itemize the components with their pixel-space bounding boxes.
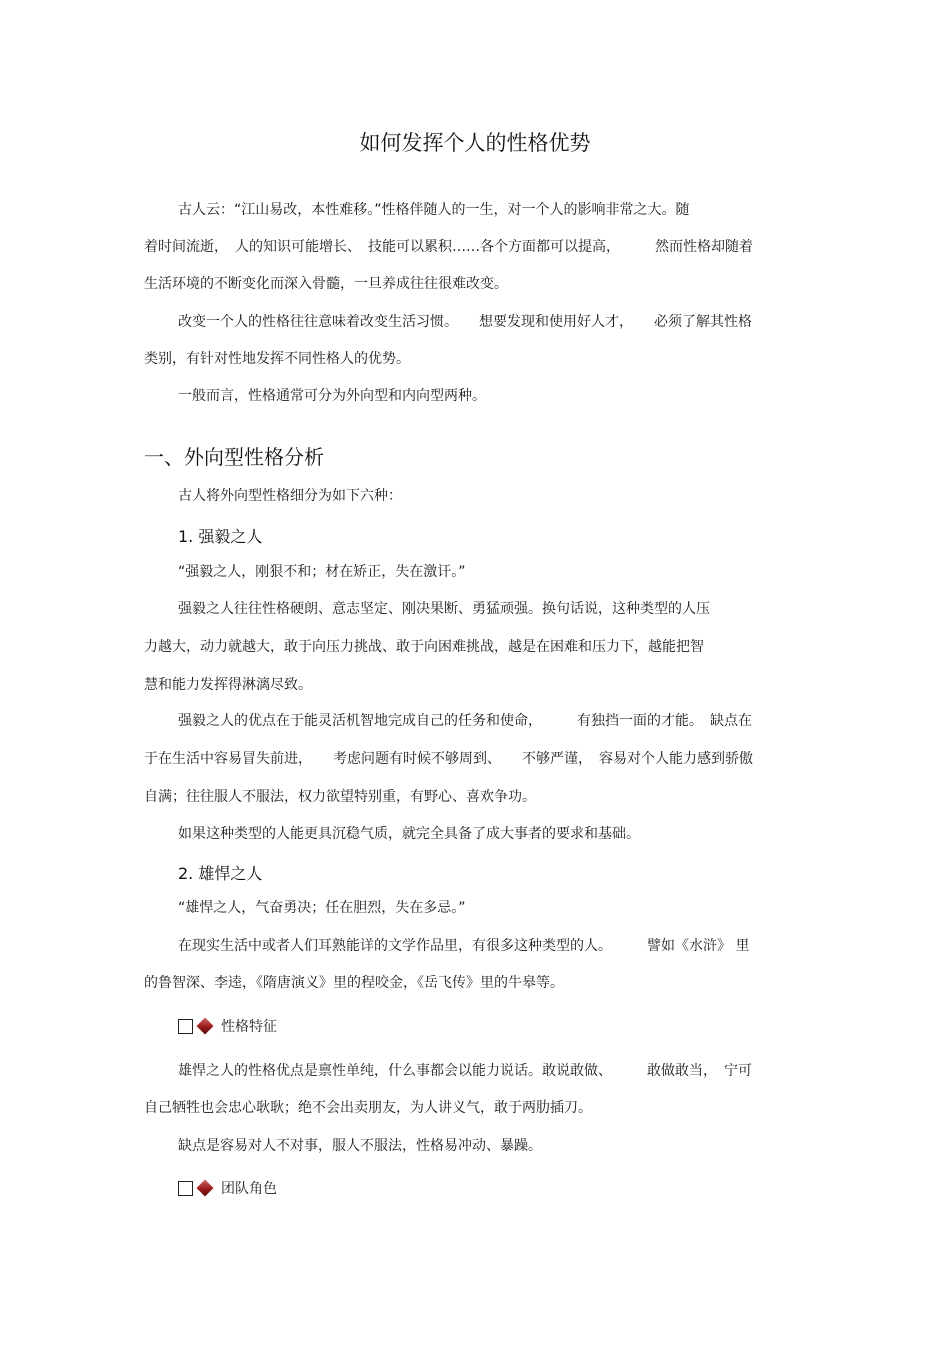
sub2-p1-line2: 的鲁智深、李逵，《隋唐演义》里的程咬金，《岳飞传》里的牛皋等。 — [144, 975, 564, 991]
bullet-traits — [178, 1016, 277, 1036]
intro-p1-line3: 生活环境的不断变化而深入骨髓，一旦养成往往很难改变。 — [144, 276, 508, 292]
checkbox-icon — [178, 1181, 193, 1196]
section-lead: 古人将外向型性格细分为如下六种： — [178, 488, 402, 504]
intro-p2-line2: 类别，有针对性地发挥不同性格人的优势。 — [144, 351, 410, 367]
intro-p2-line1: 改变一个人的性格往往意味着改变生活习惯。 想要发现和使用好人才， 必须了解其性格 — [178, 314, 752, 330]
quote-1: “强毅之人，刚狠不和；材在矫正，失在激讦。” — [178, 564, 466, 580]
sub1-p2-line2: 于在生活中容易冒失前进， 考虑问题有时候不够周到、 不够严谨， 容易对个人能力感到骄傲 — [144, 751, 753, 767]
subsection-heading-2: 2. 雄悍之人 — [178, 864, 263, 883]
intro-p3: 一般而言，性格通常可分为外向型和内向型两种。 — [178, 388, 486, 404]
intro-p1-line2: 着时间流逝， 人的知识可能增长、 技能可以累积……各个方面都可以提高， 然而性格却随着 — [144, 239, 753, 255]
quote-2: “雄悍之人，气奋勇决；任在胆烈，失在多忌。” — [178, 900, 466, 916]
sub1-p1-line1: 强毅之人往往性格硬朗、意志坚定、刚决果断、勇猛顽强。换句话说，这种类型的人压 — [178, 601, 710, 617]
sub2-p2-line1: 雄悍之人的性格优点是禀性单纯，什么事都会以能力说话。敢说敢做、 敢做敢当， 宁可 — [178, 1063, 752, 1079]
sub1-p2-line1: 强毅之人的优点在于能灵活机智地完成自己的任务和使命， 有独挡一面的才能。 缺点在 — [178, 713, 752, 729]
section-heading: 一、外向型性格分析 — [144, 445, 324, 469]
sub1-p3: 如果这种类型的人能更具沉稳气质，就完全具备了成大事者的要求和基础。 — [178, 826, 640, 842]
sub1-p2-line3: 自满；往往服人不服法，权力欲望特别重，有野心、喜欢争功。 — [144, 789, 536, 805]
bullet-label-team-role: 团队角色 — [221, 1181, 277, 1197]
intro-p1-line1: 古人云：“江山易改，本性难移。”性格伴随人的一生，对一个人的影响非常之大。随 — [178, 202, 690, 218]
sub2-p2-line2: 自己牺牲也会忠心耿耿；绝不会出卖朋友，为人讲义气，敢于两肋插刀。 — [144, 1100, 592, 1116]
sub2-p3: 缺点是容易对人不对事，服人不服法，性格易冲动、暴躁。 — [178, 1138, 542, 1154]
diamond-bullet-icon — [197, 1180, 214, 1197]
document-title: 如何发挥个人的性格优势 — [359, 131, 591, 155]
sub1-p1-line2: 力越大，动力就越大，敢于向压力挑战、敢于向困难挑战，越是在困难和压力下，越能把智 — [144, 639, 704, 655]
bullet-label-traits: 性格特征 — [221, 1019, 277, 1035]
checkbox-icon — [178, 1019, 193, 1034]
diamond-bullet-icon — [197, 1018, 214, 1035]
sub2-p1-line1: 在现实生活中或者人们耳熟能详的文学作品里，有很多这种类型的人。 譬如《水浒》 里 — [178, 938, 750, 954]
bullet-team-role — [178, 1178, 277, 1198]
sub1-p1-line3: 慧和能力发挥得淋漓尽致。 — [144, 677, 312, 693]
subsection-heading-1: 1. 强毅之人 — [178, 527, 263, 546]
